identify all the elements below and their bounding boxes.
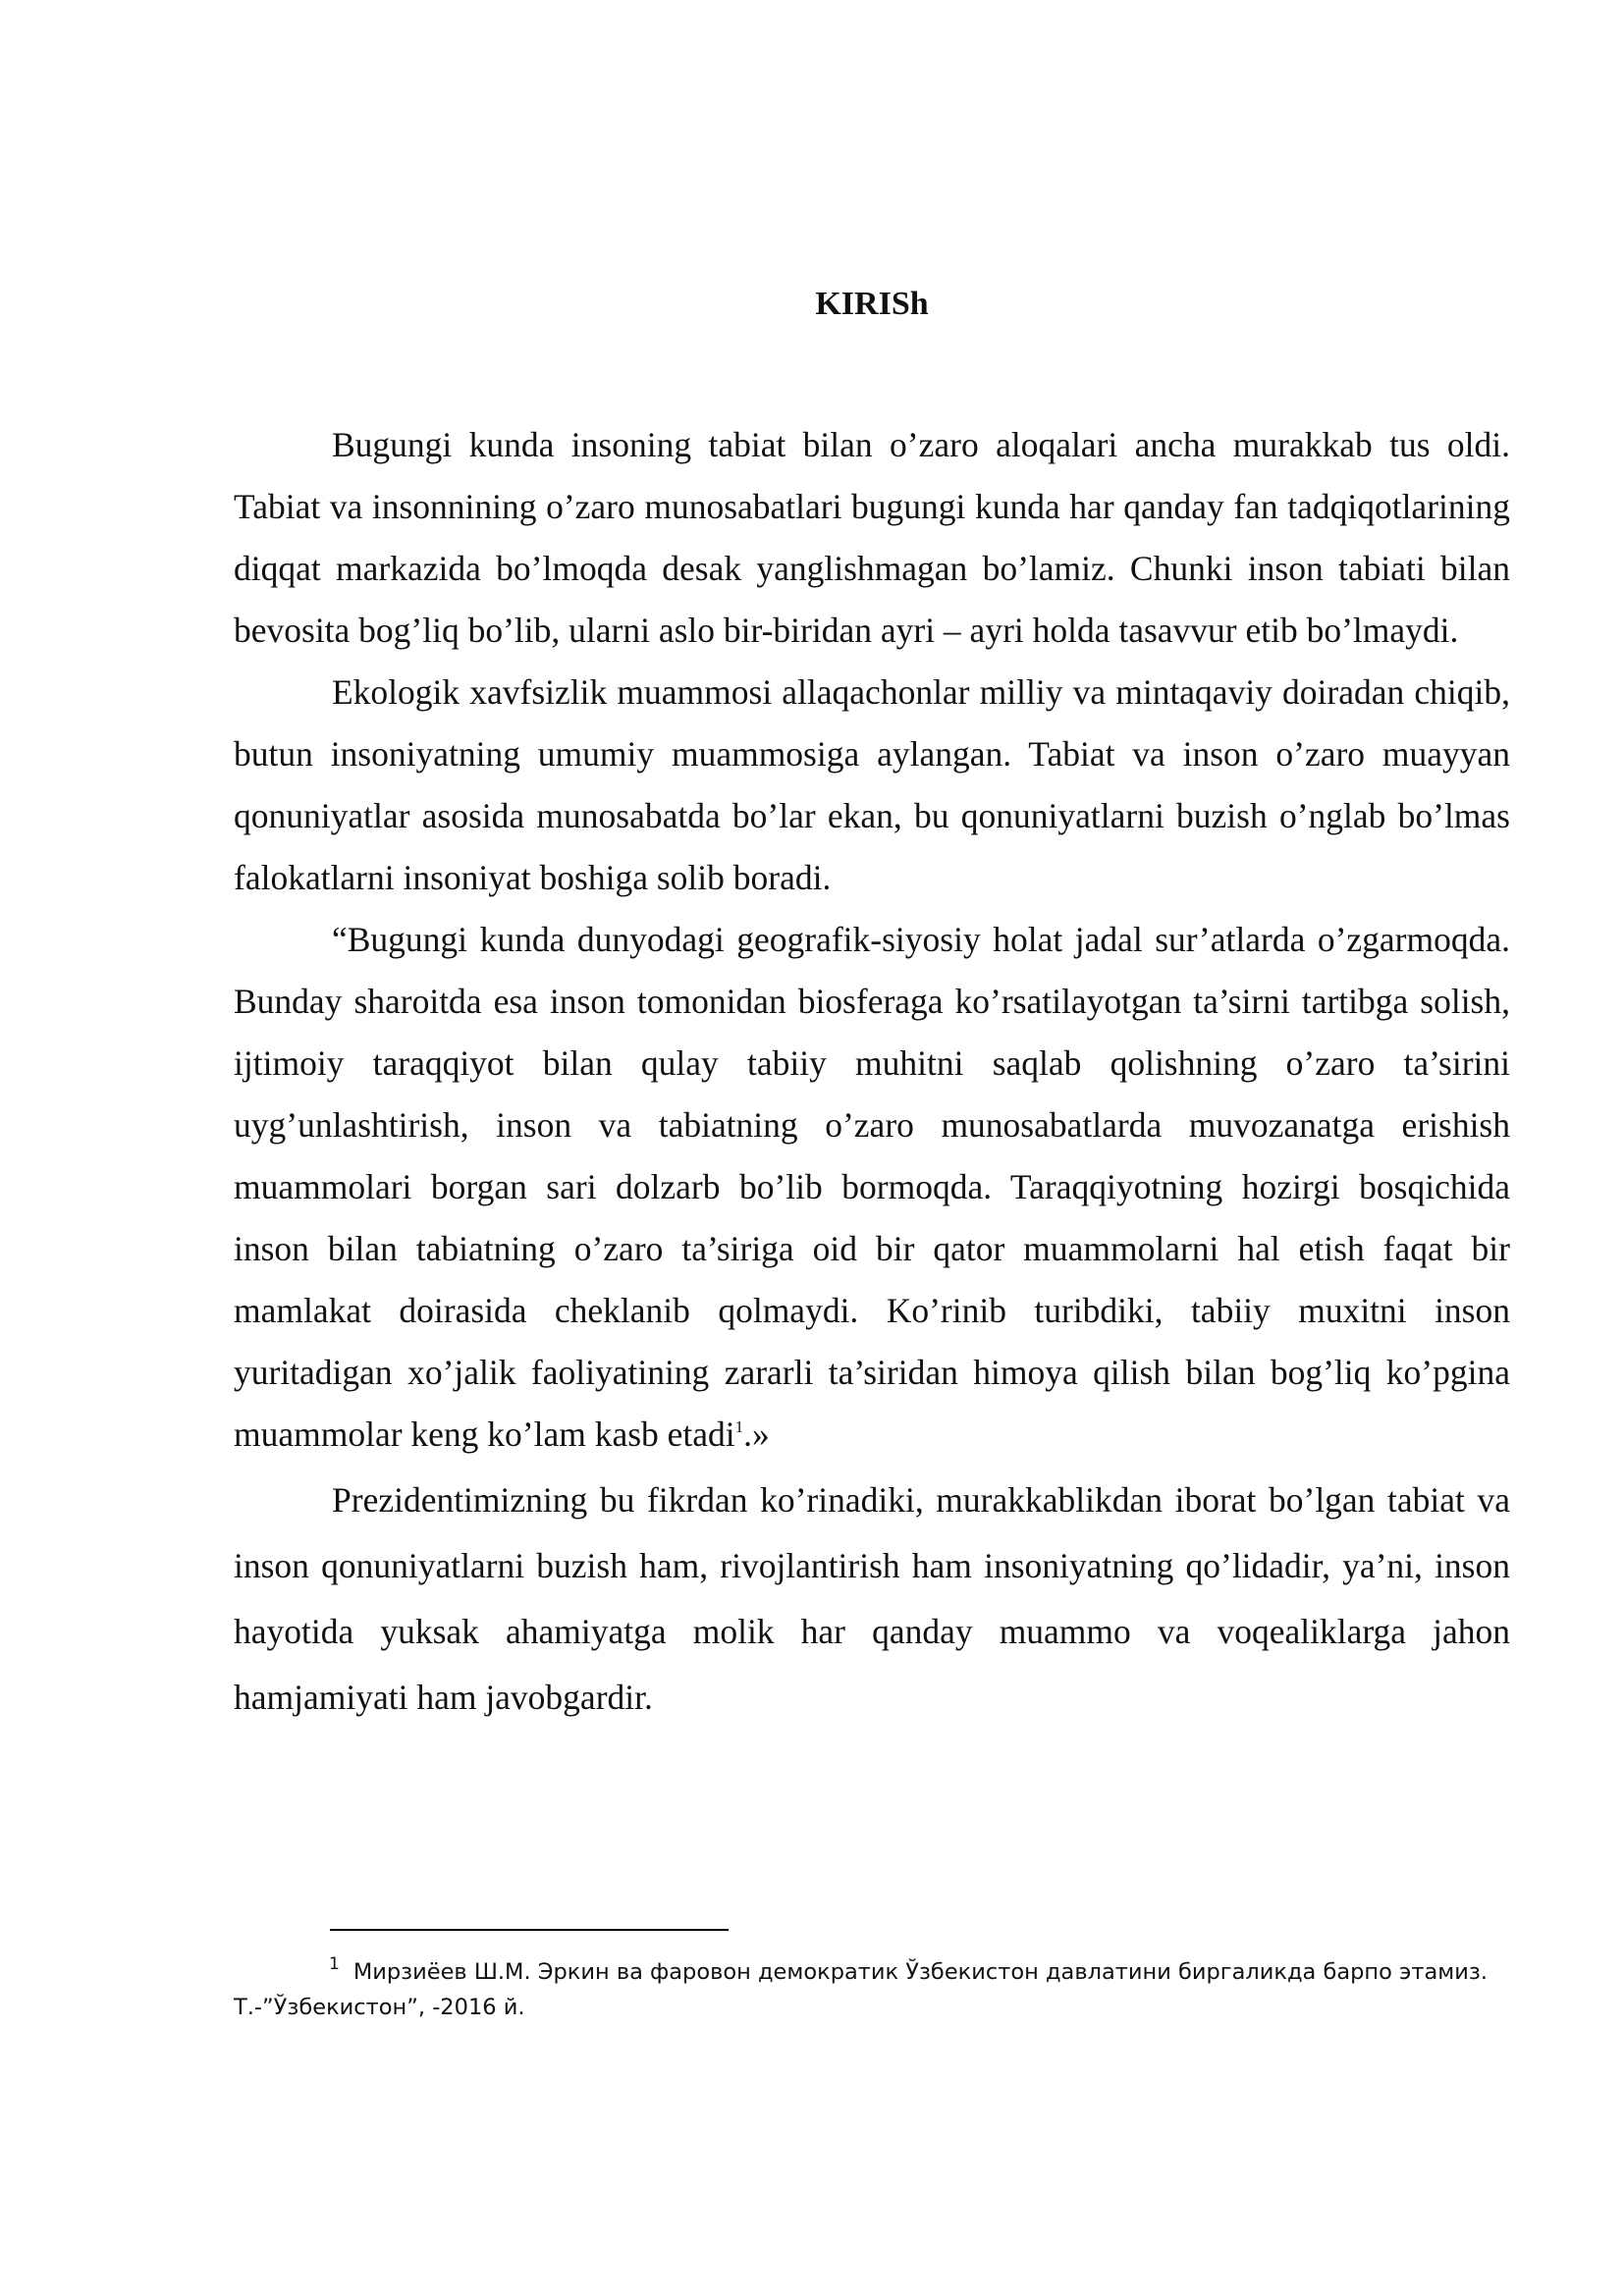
footnote-number: 1: [329, 1954, 340, 1974]
quote-closing: .»: [743, 1415, 770, 1454]
footnote-line-1: [234, 1947, 1510, 1990]
footnote: [234, 1947, 1510, 2025]
footnote-reference[interactable]: 1: [734, 1417, 744, 1436]
paragraph-2: Ekologik xavfsizlik muammosi allaqachonlar milliy va mintaqaviy doiradan chiqib, butun insoniyatning umumiy muammosiga aylangan. Tabiat va inson o’zaro muayyan qonuniyatlar asosida munosabatda bo’lar ekan, bu qonuniyatlarni buzish o’nglab bo’lmas falokatlarni insoniyat boshiga solib boradi.: [234, 672, 1510, 897]
page-title: KIRISh: [815, 286, 929, 322]
footnote-text-1: Мирзиёев Ш.М. Эркин ва фаровон демократик Ўзбекистон давлатини биргаликда барпо этамиз.: [352, 1959, 1488, 1985]
paragraph-4: Prezidentimizning bu fikrdan ko’rinadiki, murakkablikdan iborat bo’lgan tabiat va inson qonuniyatlarni buzish ham, rivojlantirish ham insoniyatning qo’lidadir, ya’ni, inson hayotida yuksak ahamiyatga molik har qanday muammo va voqealiklarga jahon hamjamiyati ham javobgardir.: [234, 1480, 1510, 1717]
quote-text: “Bugungi kunda dunyodagi geografik-siyosiy holat jadal sur’atlarda o’zgarmoqda. Bunday sharoitda esa inson tomonidan biosferaga ko’rsatilayotgan ta’sirni tartibga solish, ijtimoiy taraqqiyot bilan qulay tabiiy muhitni saqlab qolishning o’zaro ta’sirini uyg’unlashtirish, inson va tabiatning o’zaro munosabatlarda muvozanatga erishish muammolari borgan sari dolzarb bo’lib bormoqda. Taraqqiyotning hozirgi bosqichida inson bilan tabiatning o’zaro ta’siriga oid bir qator muammolarni hal etish faqat bir mamlakat doirasida cheklanib qolmaydi. Ko’rinib turibdiki, tabiiy muxitni inson yuritadigan xo’jalik faoliyatining zararli ta’siridan himoya qilish bilan bog’liq ko’pgina muammolar keng ko’lam kasb etadi: [234, 920, 1510, 1454]
paragraph-1: Bugungi kunda insoning tabiat bilan o’zaro aloqalari ancha murakkab tus oldi. Tabiat va insonnining o’zaro munosabatlari bugungi kunda har qanday fan tadqiqotlarining diqqat markazida bo’lmoqda desak yanglishmagan bo’lamiz. Chunki inson tabiati bilan bevosita bog’liq bo’lib, ularni aslo bir-biridan ayri – ayri holda tasavvur etib bo’lmaydi.: [234, 425, 1510, 650]
footnote-separator: [330, 1929, 729, 1931]
paragraph-3-quote: [234, 909, 1510, 1466]
footnote-line-2: Т.-”Ўзбекистон”, -2016 й.: [234, 1995, 525, 2020]
document-body: [234, 414, 1510, 1731]
